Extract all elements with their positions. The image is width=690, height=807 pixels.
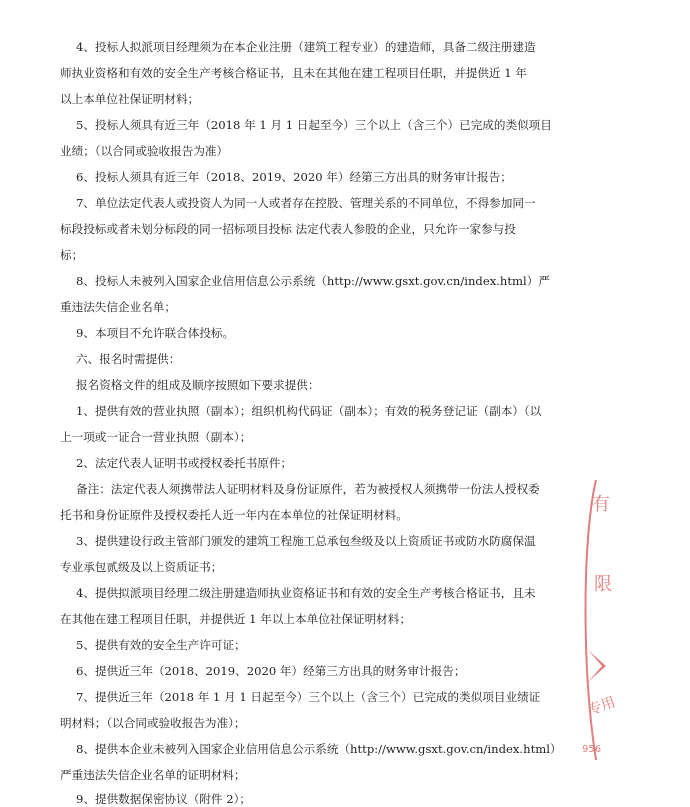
text-line: 上一项或一证合一营业执照（副本）；: [60, 430, 252, 444]
text-line: 3、提供建设行政主管部门颁发的建筑工程施工总承包叁级及以上资质证书或防水防腐保温: [76, 534, 536, 548]
text-line: 5、投标人须具有近三年（2018 年 1 月 1 日起至今）三个以上（含三个）已完成的类似项目: [76, 118, 552, 132]
text-line: 明材料；（以合同或验收报告为准）；: [60, 716, 246, 730]
text-line: 6、投标人须具有近三年（2018、2019、2020 年）经第三方出具的财务审计报告；: [76, 170, 512, 184]
svg-text:专用: 专用: [585, 694, 618, 719]
text-line: 标；: [60, 248, 84, 262]
section-heading: 六、报名时需提供：: [76, 352, 181, 366]
text-line: 4、投标人拟派项目经理须为在本企业注册（建筑工程专业）的建造师，具备二级注册建造: [76, 40, 536, 54]
text-line: 7、单位法定代表人或投资人为同一人或者存在控股、管理关系的不同单位，不得参加同一: [76, 196, 536, 210]
text-line: 6、提供近三年（2018、2019、2020 年）经第三方出具的财务审计报告；: [76, 664, 466, 678]
svg-text:限: 限: [594, 574, 612, 595]
svg-text:956: 956: [582, 744, 602, 755]
text-line: 4、提供拟派项目经理二级注册建造师执业资格证书和有效的安全生产考核合格证书，且未: [76, 586, 536, 600]
text-line: 在其他在建工程项目任职，并提供近 1 年以上本单位社保证明材料；: [60, 612, 411, 626]
text-line: 1、提供有效的营业执照（副本）；组织机构代码证（副本）；有效的税务登记证（副本）（以: [76, 404, 542, 418]
text-line: 7、提供近三年（2018 年 1 月 1 日起至今）三个以上（含三个）已完成的类似项目业绩证: [76, 690, 541, 704]
text-line: 8、投标人未被列入国家企业信用信息公示系统（http://www.gsxt.gov.cn/index.html）严: [76, 274, 550, 288]
text-line: 托书和身份证原件及授权委托人近一年内在本单位的社保证明材料。: [60, 508, 408, 522]
text-line: 2、法定代表人证明书或授权委托书原件；: [76, 456, 293, 470]
text-line: 备注：法定代表人须携带法人证明材料及身份证原件，若为被授权人须携带一份法人授权委: [76, 482, 540, 496]
text-line: 9、本项目不允许联合体投标。: [76, 326, 235, 340]
text-line: 业绩；（以合同或验收报告为准）: [60, 144, 229, 158]
text-line: 重违法失信企业名单；: [60, 300, 176, 314]
text-line: 9、提供数据保密协议（附件 2）；: [76, 792, 251, 806]
text-line: 师执业资格和有效的安全生产考核合格证书，且未在其他在建工程项目任职，并提供近 1 年: [60, 66, 527, 80]
text-line: 标段投标或者未划分标段的同一招标项目投标 法定代表人参股的企业，只允许一家参与投: [60, 222, 516, 236]
text-line: 严重违法失信企业名单的证明材料；: [60, 768, 246, 782]
text-line: 5、提供有效的安全生产许可证；: [76, 638, 246, 652]
text-line: 8、提供本企业未被列入国家企业信用信息公示系统（http://www.gsxt.gov.cn/index.html）: [76, 742, 562, 756]
text-line: 专业承包贰级及以上资质证书；: [60, 560, 223, 574]
text-line: 报名资格文件的组成及顺序按照如下要求提供：: [76, 378, 320, 392]
svg-text:有: 有: [592, 494, 610, 515]
text-line: 以上本单位社保证明材料；: [60, 92, 200, 106]
